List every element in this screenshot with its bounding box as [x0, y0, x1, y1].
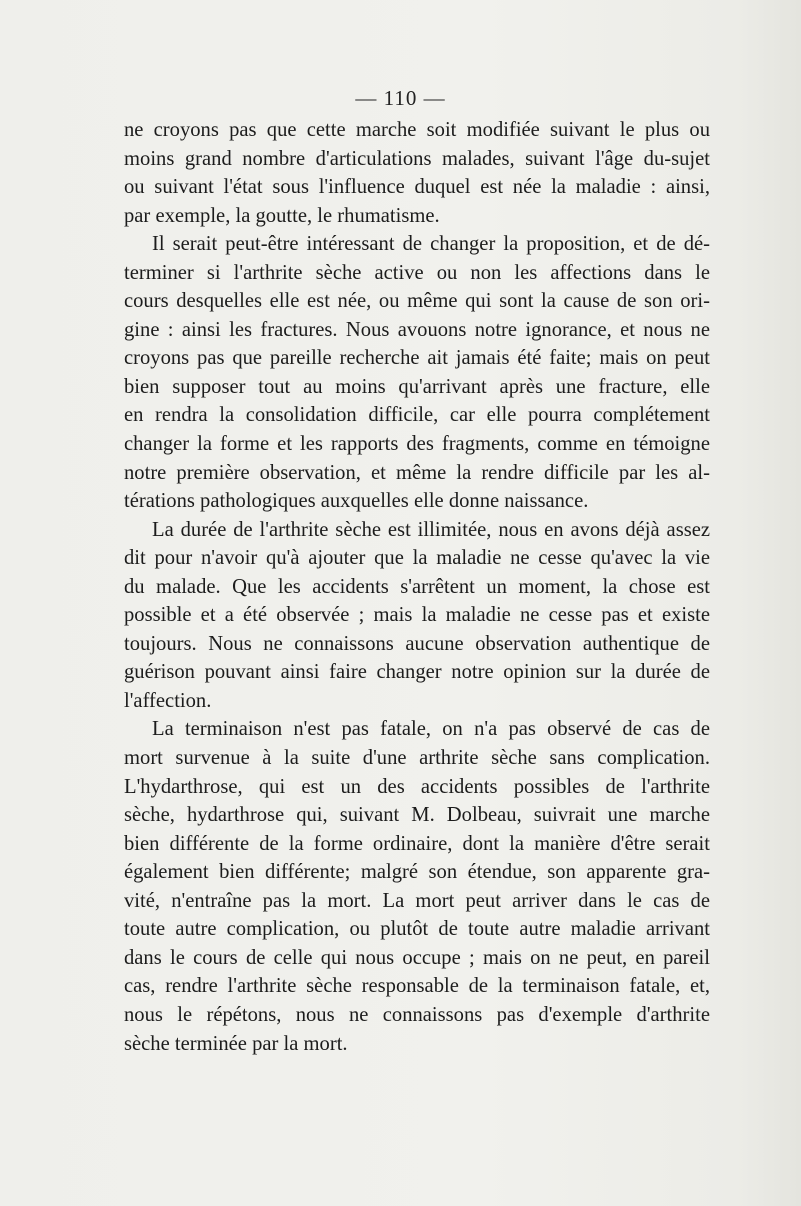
- text-line: nous le répétons, nous ne connaissons pas d'exemple d'arthrite: [124, 1003, 710, 1026]
- text-line: térations pathologiques auxquelles elle donne naissance.: [124, 490, 589, 513]
- text-line: bien différente de la forme ordinaire, dont la manière d'être serait: [124, 832, 710, 855]
- text-line: sèche, hydarthrose qui, suivant M. Dolbeau, suivrait une marche: [124, 804, 710, 827]
- body-text: [124, 116, 710, 1058]
- text-line: également bien différente; malgré son étendue, son apparente gra-: [124, 861, 710, 884]
- text-line: bien supposer tout au moins qu'arrivant après une fracture, elle: [124, 375, 710, 398]
- text-line: mort survenue à la suite d'une arthrite sèche sans complication.: [124, 747, 710, 770]
- text-line: sèche terminée par la mort.: [124, 1032, 348, 1055]
- text-line: L'hydarthrose, qui est un des accidents possibles de l'arthrite: [124, 775, 710, 798]
- paragraph-start-line: La terminaison n'est pas fatale, on n'a pas observé de cas de: [152, 718, 710, 741]
- text-line: guérison pouvant ainsi faire changer notre opinion sur la durée de: [124, 661, 710, 684]
- paragraph-start-line: La durée de l'arthrite sèche est illimitée, nous en avons déjà assez: [152, 518, 710, 541]
- text-line: toujours. Nous ne connaissons aucune observation authentique de: [124, 632, 710, 655]
- text-line: cas, rendre l'arthrite sèche responsable de la terminaison fatale, et,: [124, 975, 710, 998]
- text-line: croyons pas que pareille recherche ait jamais été faite; mais on peut: [124, 347, 710, 370]
- text-line: l'affection.: [124, 689, 212, 712]
- text-line: toute autre complication, ou plutôt de toute autre maladie arrivant: [124, 918, 710, 941]
- text-line: vité, n'entraîne pas la mort. La mort peut arriver dans le cas de: [124, 889, 710, 912]
- text-line: terminer si l'arthrite sèche active ou non les affections dans le: [124, 261, 710, 284]
- text-line: changer la forme et les rapports des fragments, comme en témoigne: [124, 433, 710, 456]
- text-line: ou suivant l'état sous l'influence duquel est née la maladie : ainsi,: [124, 176, 710, 199]
- paragraph-start-line: Il serait peut-être intéressant de changer la proposition, et de dé-: [152, 233, 710, 256]
- page-number-header: — 110 —: [355, 86, 446, 110]
- text-line: dans le cours de celle qui nous occupe ; mais on ne peut, en pareil: [124, 946, 710, 969]
- text-line: cours desquelles elle est née, ou même qui sont la cause de son ori-: [124, 290, 710, 313]
- text-line: moins grand nombre d'articulations malades, suivant l'âge du-sujet: [124, 147, 710, 170]
- text-line: du malade. Que les accidents s'arrêtent un moment, la chose est: [124, 575, 710, 598]
- text-line: possible et a été observée ; mais la maladie ne cesse pas et existe: [124, 604, 710, 627]
- text-line: par exemple, la goutte, le rhumatisme.: [124, 204, 440, 227]
- text-line: gine : ainsi les fractures. Nous avouons notre ignorance, et nous ne: [124, 318, 710, 341]
- text-line: en rendra la consolidation difficile, car elle pourra complétement: [124, 404, 710, 427]
- text-line: dit pour n'avoir qu'à ajouter que la maladie ne cesse qu'avec la vie: [124, 547, 710, 570]
- text-line: ne croyons pas que cette marche soit modifiée suivant le plus ou: [124, 119, 710, 141]
- text-line: notre première observation, et même la rendre difficile par les al-: [124, 461, 710, 484]
